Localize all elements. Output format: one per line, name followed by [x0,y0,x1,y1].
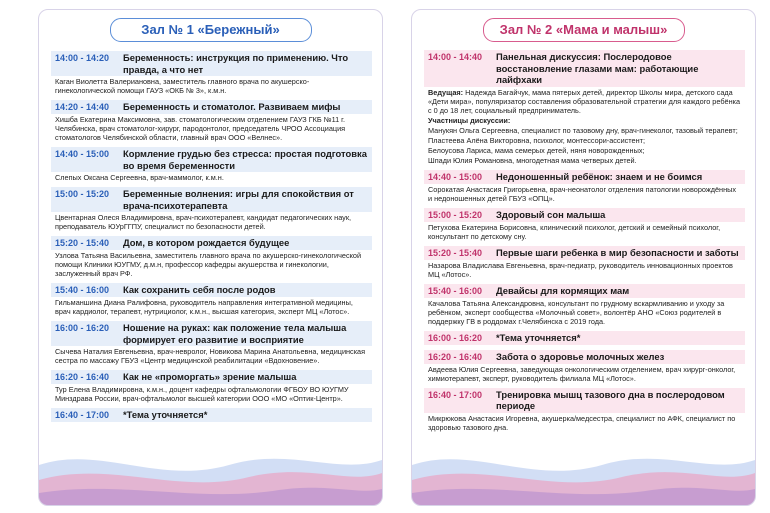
session-title: Как не «проморгать» зрение малыша [123,371,297,382]
session-time: 15:40 - 16:00 [55,285,110,295]
session [51,283,372,316]
session-time: 16:40 - 17:00 [428,389,483,400]
session-title: *Тема уточняется* [496,331,581,343]
session-title: Забота о здоровье молочных желез [496,350,665,362]
session-speaker: Цвентарная Олеся Владимировна, врач-психотерапевт, кандидат педагогических наук, преподаватель ЮУрГГПУ, специалист по безопасности детей. [55,213,352,231]
session-speaker: Слепых Оксана Сергеевна, врач-маммолог, к.м.н. [55,173,224,182]
session-time: 15:20 - 15:40 [428,247,483,258]
session [424,50,745,165]
session-time: 14:00 - 14:20 [55,53,110,63]
session [424,284,745,326]
session-title: Как сохранить себя после родов [123,284,276,295]
session-time: 15:40 - 16:00 [428,285,483,296]
session-speaker: Петухова Екатерина Борисовна, клинический психолог, детский и семейный психолог, консультант по детскому сну. [428,222,721,241]
session [424,208,745,241]
session-speaker: Качалова Татьяна Александровна, консультант по грудному вскармливанию и уходу за ребёнком, эксперт сообщества «Молочный совет», волонтёр АНО «Союз родителей в поддержку ГВ в роддомах г.Челябинска с 2019 года. [428,298,725,326]
session-title: Беременность: инструкция по применению. Что правда, а что нет [123,52,349,75]
session-speaker: Тур Елена Владимировна, к.м.н., доцент кафедры офтальмологии ФГБОУ ВО ЮУГМУ Минздрава России, врач-офтальмолог высшей категории ООО «МО «Оптик-Центр». [55,385,349,403]
session-time: 16:20 - 16:40 [428,351,483,362]
session-time: 14:00 - 14:40 [428,52,483,62]
session [51,236,372,278]
session-time: 16:20 - 16:40 [55,372,110,382]
session-title: Тренировка мышц тазового дна в послеродовом периоде [496,388,725,411]
session-title: *Тема уточняется* [123,409,208,420]
participant: Шпади Юлия Романовна, многодетная мама четверых детей. [428,155,637,165]
session [51,100,372,142]
session-title: Беременность и стоматолог. Развиваем мифы [123,101,341,112]
session-title: Недоношенный ребёнок: знаем и не боимся [496,170,703,182]
session-speaker: Сычева Наталия Евгеньевна, врач-невролог, Новикова Марина Анатольевна, медицинская сестра по массажу ГБУЗ «Центр медицинской реабилитации «Вдохновение». [55,347,366,365]
session-time: 16:40 - 17:00 [55,410,110,420]
hall-2-panel [411,9,756,506]
participant: Пластеева Алёна Викторовна, психолог, монтессори-ассистент; [428,135,646,145]
session-speaker: Гильманшина Диана Ралифовна, руководитель направления интегративной медицины, врач кардиолог, терапевт, нутрициолог, к.м.н., высшая категория, эксперт МЦ «Лотос». [55,298,353,316]
session-time: 16:00 - 16:20 [55,323,110,333]
participant: Манукян Ольга Сергеевна, специалист по тазовому дну, врач-гинеколог, тазовый терапевт; [428,125,738,135]
session-speaker: Узлова Татьяна Васильевна, заместитель главного врача по акушерско-гинекологической помощи Клиники ЮУГМУ, д.м.н, профессор кафедры акушерства и гинекологии, заслуженный врач РФ. [55,251,362,278]
session-time: 14:40 - 15:00 [428,171,483,182]
session [51,147,372,182]
moderator-text: Надежда Багайчук, мама пятерых детей, директор Школы мира, детского сада «Дети мира», популяризатор составления образовательной стратегии для каждого ребёнка с 0 до 18 лет, социальный предприниматель. [428,87,741,115]
participants-label: Участницы дискуссии: [428,115,511,125]
session-time: 14:20 - 14:40 [55,102,110,112]
session-title: Первые шаги ребенка в мир безопасности и заботы [496,246,739,258]
session [51,187,372,231]
session-time: 15:20 - 15:40 [55,238,110,248]
session-title: Здоровый сон малыша [496,208,606,220]
moderator-label: Ведущая: [428,87,464,97]
session-title: Ношение на руках: как положение тела малыша формирует его развитие и восприятие [123,322,347,345]
session-title: Девайсы для кормящих мам [496,284,630,296]
session-speaker: Микрюкова Анастасия Игоревна, акушерка/медсестра, специалист по АФК, специалист по здоровью тазового дна. [428,413,736,432]
session-title: Беременные волнения: игры для спокойствия от врача-психотерапевта [123,188,354,211]
session [51,408,372,422]
session-speaker: Каган Виолетта Валериановна, заместитель главного врача по акушерско-гинекологической помощи ГАУЗ «ОКБ № 3», к.м.н. [55,77,310,95]
session-time: 15:00 - 15:20 [55,189,110,199]
hall-2-title: Зал № 2 «Мама и малыш» [483,18,685,42]
session [424,331,745,345]
hall-1-panel [38,9,383,506]
session-speaker: Сорокатая Анастасия Григорьевна, врач-неонатолог отделения патологии новорождённых и недоношенных детей ГБУЗ «ОПЦ». [428,184,737,203]
session-title: Панельная дискуссия: Послеродовое восстановление глазами мам: работающие лайфхаки [496,51,699,85]
session-time: 14:40 - 15:00 [55,149,110,159]
session-moderator [424,87,745,115]
session-speaker: Назарова Владислава Евгеньевна, врач-педиатр, руководитель инновационных проектов МЦ «Лотос». [428,260,733,279]
participant: Белоусова Лариса, мама семерых детей, няня новорожденных; [428,145,645,155]
hall-1-title: Зал № 1 «Бережный» [110,18,312,42]
session-speaker: Хишба Екатерина Максимовна, зав. стоматологическим отделением ГАУЗ ГКБ №11 г. Челябинска, врач стоматолог-хирург, пародонтолог, председатель ЧРОО Ассоциация стоматологов Челябинской области, главный врач ООО «Велнес». [55,115,346,142]
session [424,246,745,279]
session-time: 16:00 - 16:20 [428,332,483,343]
session [424,170,745,203]
session [51,51,372,95]
session [424,388,745,432]
session [51,370,372,403]
session-speaker: Авдеева Юлия Сергеевна, заведующая онкологическим отделением, врач хирург-онколог, химиотерапевт, эксперт, руководитель филиала МЦ «Лотос». [428,364,736,383]
session [424,350,745,383]
session [51,321,372,365]
session-time: 15:00 - 15:20 [428,209,483,220]
session-title: Кормление грудью без стресса: простая подготовка во время беременности [123,148,367,171]
session-title: Дом, в котором рождается будущее [123,237,290,248]
